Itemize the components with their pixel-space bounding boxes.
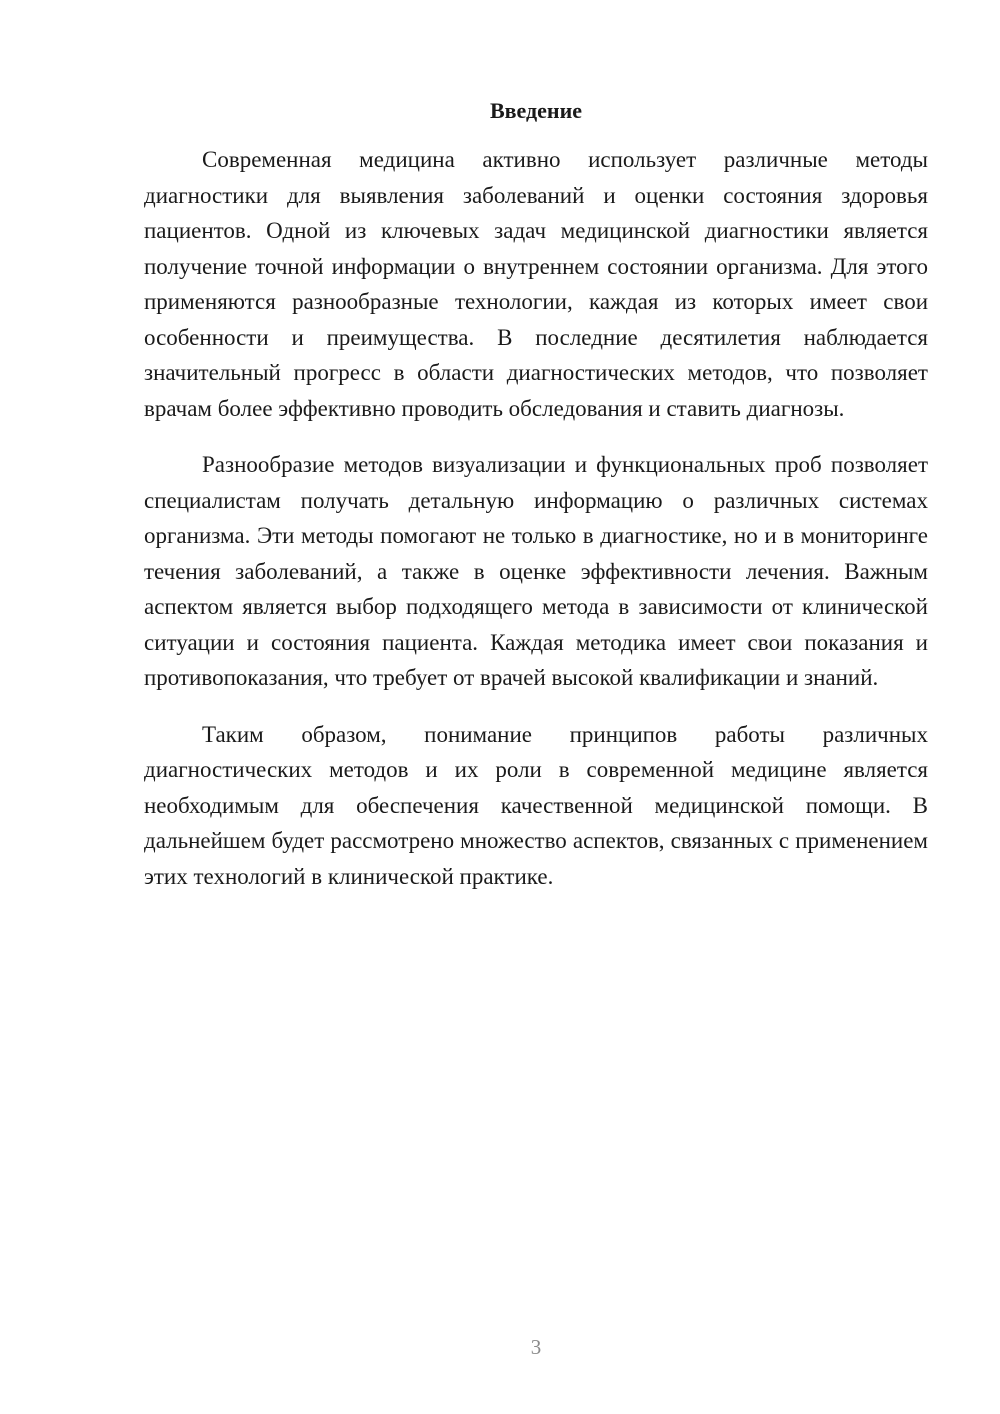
section-title: Введение (489, 98, 583, 123)
paragraph-3: Таким образом, понимание принципов работы различных диагностических методов и их роли в современной медицине является необходимым для обеспечения качественной медицинской помощи. В дальнейшем будет рассмотрено множество аспектов, связанных с применением этих технологий в клинической практике. (144, 721, 928, 889)
paragraph-2: Разнообразие методов визуализации и функциональных проб позволяет специалистам получать детальную информацию о различных системах организма. Эти методы помогают не только в диагностике, но и в мониторинге течения заболеваний, а также в оценке эффективности лечения. Важным аспектом является выбор подходящего метода в зависимости от клинической ситуации и состояния пациента. Каждая методика имеет свои показания и противопоказания, что требует от врачей высокой квалификации и знаний. (144, 452, 928, 690)
paragraph-1: Современная медицина активно использует различные методы диагностики для выявления заболеваний и оценки состояния здоровья пациентов. Одной из ключевых задач медицинской диагностики является получение точной информации о внутреннем состоянии организма. Для этого применяются разнообразные технологии, каждая из которых имеет свои особенности и преимущества. В последние десятилетия наблюдается значительный прогресс в области диагностических методов, что позволяет врачам более эффективно проводить обследования и ставить диагнозы. (144, 147, 928, 421)
body-text (144, 142, 928, 915)
page-number: 3 (530, 1335, 542, 1359)
